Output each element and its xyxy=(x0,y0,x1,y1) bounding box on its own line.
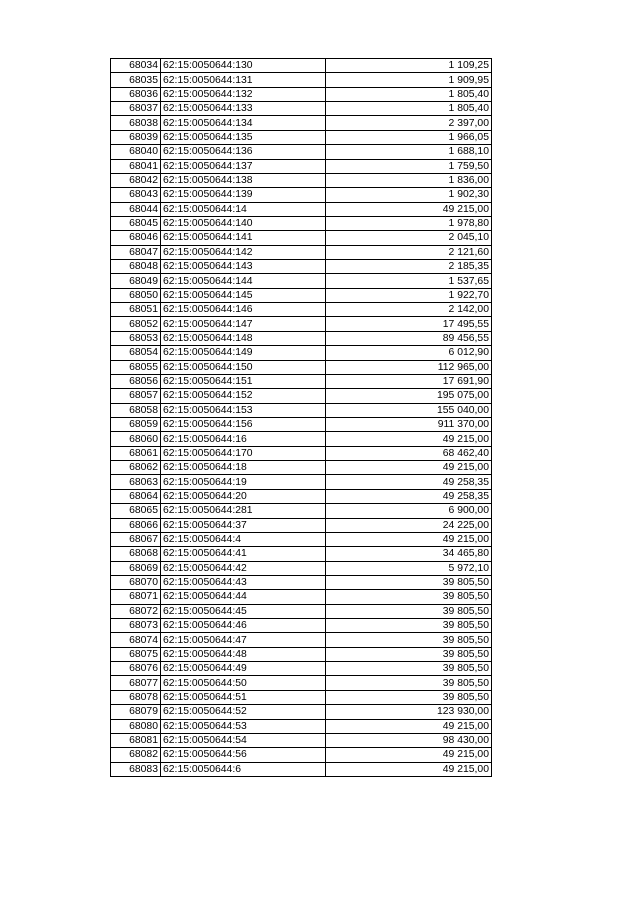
row-number-cell: 68081 xyxy=(111,733,161,747)
table-row xyxy=(111,432,492,446)
row-number-cell: 68060 xyxy=(111,432,161,446)
table-row xyxy=(111,676,492,690)
row-number-cell: 68042 xyxy=(111,173,161,187)
row-number-cell: 68063 xyxy=(111,475,161,489)
table-row xyxy=(111,475,492,489)
cadastral-number-cell: 62:15:0050644:131 xyxy=(161,73,326,87)
cadastral-number-cell: 62:15:0050644:146 xyxy=(161,303,326,317)
row-number-cell: 68041 xyxy=(111,159,161,173)
row-number-cell: 68052 xyxy=(111,317,161,331)
row-number-cell: 68079 xyxy=(111,705,161,719)
cadastral-number-cell: 62:15:0050644:134 xyxy=(161,116,326,130)
cadastral-number-cell: 62:15:0050644:145 xyxy=(161,288,326,302)
table-row xyxy=(111,547,492,561)
value-cell: 2 121,60 xyxy=(326,245,492,259)
table-row xyxy=(111,245,492,259)
table-row xyxy=(111,748,492,762)
cadastral-number-cell: 62:15:0050644:52 xyxy=(161,705,326,719)
cadastral-number-cell: 62:15:0050644:281 xyxy=(161,504,326,518)
cadastral-number-cell: 62:15:0050644:45 xyxy=(161,604,326,618)
cadastral-number-cell: 62:15:0050644:139 xyxy=(161,188,326,202)
row-number-cell: 68064 xyxy=(111,489,161,503)
cadastral-number-cell: 62:15:0050644:6 xyxy=(161,762,326,776)
table-row xyxy=(111,73,492,87)
value-cell: 49 215,00 xyxy=(326,202,492,216)
table-row xyxy=(111,216,492,230)
cadastral-number-cell: 62:15:0050644:149 xyxy=(161,346,326,360)
value-cell: 98 430,00 xyxy=(326,733,492,747)
cadastral-number-cell: 62:15:0050644:43 xyxy=(161,575,326,589)
row-number-cell: 68038 xyxy=(111,116,161,130)
cadastral-number-cell: 62:15:0050644:53 xyxy=(161,719,326,733)
row-number-cell: 68078 xyxy=(111,690,161,704)
row-number-cell: 68083 xyxy=(111,762,161,776)
cadastral-number-cell: 62:15:0050644:156 xyxy=(161,417,326,431)
row-number-cell: 68036 xyxy=(111,87,161,101)
table-row xyxy=(111,633,492,647)
value-cell: 39 805,50 xyxy=(326,662,492,676)
cadastral-number-cell: 62:15:0050644:142 xyxy=(161,245,326,259)
value-cell: 1 537,65 xyxy=(326,274,492,288)
value-cell: 1 966,05 xyxy=(326,130,492,144)
value-cell: 17 691,90 xyxy=(326,374,492,388)
row-number-cell: 68061 xyxy=(111,446,161,460)
table-row xyxy=(111,762,492,776)
value-cell: 1 805,40 xyxy=(326,102,492,116)
cadastral-number-cell: 62:15:0050644:141 xyxy=(161,231,326,245)
value-cell: 2 142,00 xyxy=(326,303,492,317)
table-row xyxy=(111,159,492,173)
value-cell: 39 805,50 xyxy=(326,633,492,647)
table-row xyxy=(111,288,492,302)
row-number-cell: 68070 xyxy=(111,575,161,589)
row-number-cell: 68072 xyxy=(111,604,161,618)
value-cell: 49 215,00 xyxy=(326,748,492,762)
value-cell: 24 225,00 xyxy=(326,518,492,532)
table-row xyxy=(111,274,492,288)
row-number-cell: 68043 xyxy=(111,188,161,202)
value-cell: 2 185,35 xyxy=(326,260,492,274)
cadastral-value-table xyxy=(110,58,492,777)
cadastral-number-cell: 62:15:0050644:14 xyxy=(161,202,326,216)
row-number-cell: 68058 xyxy=(111,403,161,417)
cadastral-number-cell: 62:15:0050644:37 xyxy=(161,518,326,532)
row-number-cell: 68066 xyxy=(111,518,161,532)
table-row xyxy=(111,446,492,460)
table-row xyxy=(111,231,492,245)
row-number-cell: 68037 xyxy=(111,102,161,116)
cadastral-number-cell: 62:15:0050644:51 xyxy=(161,690,326,704)
row-number-cell: 68073 xyxy=(111,619,161,633)
cadastral-number-cell: 62:15:0050644:150 xyxy=(161,360,326,374)
cadastral-number-cell: 62:15:0050644:20 xyxy=(161,489,326,503)
table-row xyxy=(111,173,492,187)
row-number-cell: 68068 xyxy=(111,547,161,561)
cadastral-number-cell: 62:15:0050644:133 xyxy=(161,102,326,116)
row-number-cell: 68044 xyxy=(111,202,161,216)
table-row xyxy=(111,662,492,676)
table-row xyxy=(111,604,492,618)
row-number-cell: 68047 xyxy=(111,245,161,259)
table-row xyxy=(111,417,492,431)
cadastral-number-cell: 62:15:0050644:144 xyxy=(161,274,326,288)
value-cell: 49 215,00 xyxy=(326,719,492,733)
value-cell: 1 109,25 xyxy=(326,59,492,73)
value-cell: 1 978,80 xyxy=(326,216,492,230)
table-row xyxy=(111,331,492,345)
value-cell: 17 495,55 xyxy=(326,317,492,331)
value-cell: 2 045,10 xyxy=(326,231,492,245)
table-row xyxy=(111,561,492,575)
value-cell: 6 012,90 xyxy=(326,346,492,360)
table-row xyxy=(111,532,492,546)
row-number-cell: 68054 xyxy=(111,346,161,360)
value-cell: 39 805,50 xyxy=(326,575,492,589)
cadastral-number-cell: 62:15:0050644:153 xyxy=(161,403,326,417)
cadastral-number-cell: 62:15:0050644:143 xyxy=(161,260,326,274)
value-cell: 39 805,50 xyxy=(326,619,492,633)
value-cell: 5 972,10 xyxy=(326,561,492,575)
row-number-cell: 68074 xyxy=(111,633,161,647)
cadastral-number-cell: 62:15:0050644:147 xyxy=(161,317,326,331)
cadastral-number-cell: 62:15:0050644:19 xyxy=(161,475,326,489)
table-row xyxy=(111,116,492,130)
row-number-cell: 68065 xyxy=(111,504,161,518)
row-number-cell: 68034 xyxy=(111,59,161,73)
table-row xyxy=(111,145,492,159)
table-row xyxy=(111,690,492,704)
table-row xyxy=(111,733,492,747)
table-row xyxy=(111,518,492,532)
table-row xyxy=(111,102,492,116)
value-cell: 1 902,30 xyxy=(326,188,492,202)
value-cell: 1 922,70 xyxy=(326,288,492,302)
cadastral-number-cell: 62:15:0050644:56 xyxy=(161,748,326,762)
value-cell: 34 465,80 xyxy=(326,547,492,561)
row-number-cell: 68048 xyxy=(111,260,161,274)
cadastral-number-cell: 62:15:0050644:132 xyxy=(161,87,326,101)
value-cell: 155 040,00 xyxy=(326,403,492,417)
row-number-cell: 68045 xyxy=(111,216,161,230)
table-row xyxy=(111,504,492,518)
row-number-cell: 68050 xyxy=(111,288,161,302)
table-row xyxy=(111,260,492,274)
row-number-cell: 68039 xyxy=(111,130,161,144)
table-row xyxy=(111,188,492,202)
value-cell: 911 370,00 xyxy=(326,417,492,431)
row-number-cell: 68035 xyxy=(111,73,161,87)
value-cell: 68 462,40 xyxy=(326,446,492,460)
value-cell: 112 965,00 xyxy=(326,360,492,374)
cadastral-number-cell: 62:15:0050644:48 xyxy=(161,647,326,661)
row-number-cell: 68075 xyxy=(111,647,161,661)
value-cell: 39 805,50 xyxy=(326,647,492,661)
table-row xyxy=(111,374,492,388)
cadastral-number-cell: 62:15:0050644:42 xyxy=(161,561,326,575)
cadastral-number-cell: 62:15:0050644:148 xyxy=(161,331,326,345)
value-cell: 195 075,00 xyxy=(326,389,492,403)
cadastral-number-cell: 62:15:0050644:140 xyxy=(161,216,326,230)
value-cell: 1 909,95 xyxy=(326,73,492,87)
value-cell: 1 836,00 xyxy=(326,173,492,187)
table-row xyxy=(111,346,492,360)
row-number-cell: 68069 xyxy=(111,561,161,575)
row-number-cell: 68053 xyxy=(111,331,161,345)
row-number-cell: 68077 xyxy=(111,676,161,690)
value-cell: 39 805,50 xyxy=(326,676,492,690)
table-row xyxy=(111,705,492,719)
value-cell: 2 397,00 xyxy=(326,116,492,130)
value-cell: 6 900,00 xyxy=(326,504,492,518)
row-number-cell: 68056 xyxy=(111,374,161,388)
table-row xyxy=(111,317,492,331)
row-number-cell: 68040 xyxy=(111,145,161,159)
table-row xyxy=(111,619,492,633)
cadastral-number-cell: 62:15:0050644:41 xyxy=(161,547,326,561)
row-number-cell: 68049 xyxy=(111,274,161,288)
value-cell: 89 456,55 xyxy=(326,331,492,345)
value-cell: 123 930,00 xyxy=(326,705,492,719)
table-row xyxy=(111,575,492,589)
cadastral-number-cell: 62:15:0050644:44 xyxy=(161,590,326,604)
value-cell: 1 759,50 xyxy=(326,159,492,173)
table-row xyxy=(111,59,492,73)
value-cell: 39 805,50 xyxy=(326,690,492,704)
table-row xyxy=(111,389,492,403)
row-number-cell: 68059 xyxy=(111,417,161,431)
cadastral-number-cell: 62:15:0050644:135 xyxy=(161,130,326,144)
table-row xyxy=(111,403,492,417)
row-number-cell: 68071 xyxy=(111,590,161,604)
table-row xyxy=(111,590,492,604)
row-number-cell: 68051 xyxy=(111,303,161,317)
cadastral-number-cell: 62:15:0050644:137 xyxy=(161,159,326,173)
row-number-cell: 68057 xyxy=(111,389,161,403)
row-number-cell: 68067 xyxy=(111,532,161,546)
cadastral-number-cell: 62:15:0050644:136 xyxy=(161,145,326,159)
cadastral-number-cell: 62:15:0050644:170 xyxy=(161,446,326,460)
value-cell: 1 688,10 xyxy=(326,145,492,159)
table-row xyxy=(111,647,492,661)
value-cell: 1 805,40 xyxy=(326,87,492,101)
cadastral-number-cell: 62:15:0050644:46 xyxy=(161,619,326,633)
value-cell: 39 805,50 xyxy=(326,604,492,618)
value-cell: 49 215,00 xyxy=(326,762,492,776)
value-cell: 39 805,50 xyxy=(326,590,492,604)
table-body xyxy=(111,59,492,777)
cadastral-number-cell: 62:15:0050644:49 xyxy=(161,662,326,676)
cadastral-number-cell: 62:15:0050644:54 xyxy=(161,733,326,747)
row-number-cell: 68046 xyxy=(111,231,161,245)
table-row xyxy=(111,719,492,733)
table-row xyxy=(111,360,492,374)
cadastral-number-cell: 62:15:0050644:47 xyxy=(161,633,326,647)
cadastral-number-cell: 62:15:0050644:18 xyxy=(161,461,326,475)
value-cell: 49 215,00 xyxy=(326,432,492,446)
table-row xyxy=(111,130,492,144)
table-row xyxy=(111,489,492,503)
cadastral-number-cell: 62:15:0050644:4 xyxy=(161,532,326,546)
cadastral-number-cell: 62:15:0050644:138 xyxy=(161,173,326,187)
table-row xyxy=(111,461,492,475)
cadastral-number-cell: 62:15:0050644:50 xyxy=(161,676,326,690)
table-row xyxy=(111,202,492,216)
row-number-cell: 68055 xyxy=(111,360,161,374)
row-number-cell: 68082 xyxy=(111,748,161,762)
value-cell: 49 215,00 xyxy=(326,532,492,546)
table-row xyxy=(111,87,492,101)
row-number-cell: 68080 xyxy=(111,719,161,733)
cadastral-number-cell: 62:15:0050644:152 xyxy=(161,389,326,403)
cadastral-number-cell: 62:15:0050644:130 xyxy=(161,59,326,73)
value-cell: 49 258,35 xyxy=(326,489,492,503)
cadastral-number-cell: 62:15:0050644:151 xyxy=(161,374,326,388)
row-number-cell: 68062 xyxy=(111,461,161,475)
value-cell: 49 215,00 xyxy=(326,461,492,475)
cadastral-number-cell: 62:15:0050644:16 xyxy=(161,432,326,446)
value-cell: 49 258,35 xyxy=(326,475,492,489)
table-row xyxy=(111,303,492,317)
row-number-cell: 68076 xyxy=(111,662,161,676)
